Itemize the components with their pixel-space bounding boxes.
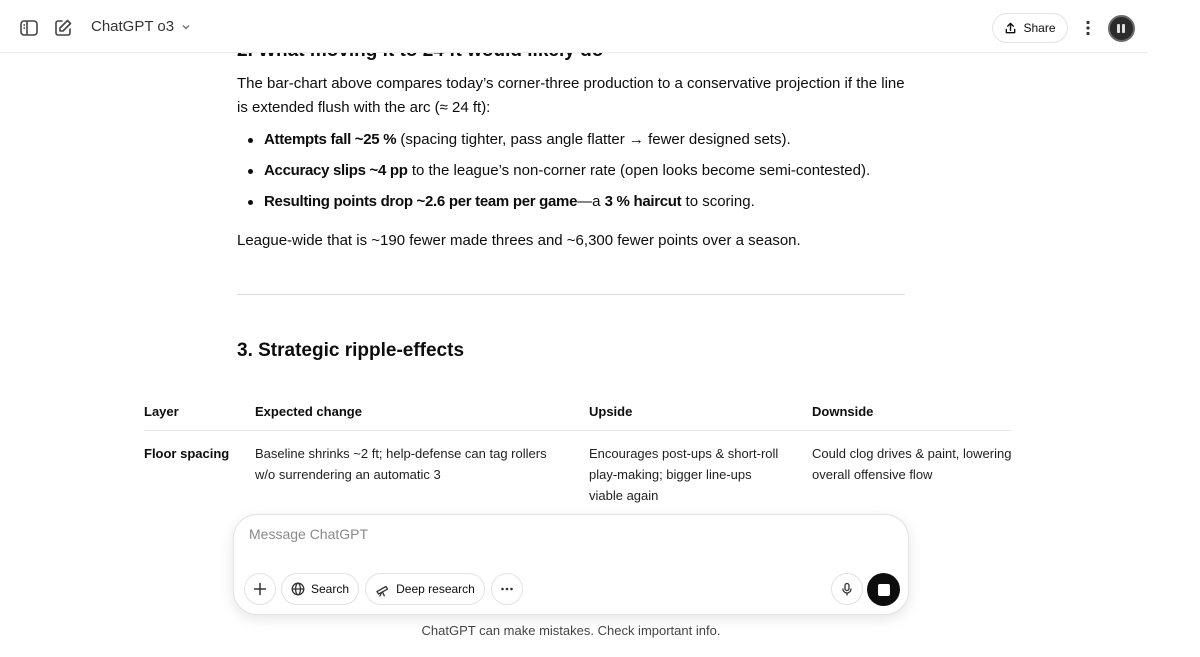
deep-research-label: Deep research: [396, 582, 475, 596]
more-tools-button[interactable]: [491, 573, 523, 605]
cell-upside: Encourages post-ups & short-roll play-making; bigger line-ups viable again: [589, 446, 779, 503]
user-avatar-icon: [1115, 22, 1128, 35]
share-button[interactable]: [992, 13, 1068, 43]
share-label: Share: [1023, 21, 1056, 35]
more-horizontal-icon: [500, 582, 514, 596]
search-button[interactable]: [281, 573, 359, 605]
column-header: Downside: [812, 404, 874, 419]
table-row: [144, 431, 1011, 521]
list-item: Accuracy slips ~4 pp to the league’s non-corner rate (open looks become semi-contested).: [246, 160, 906, 191]
list-item: Resulting points drop ~2.6 per team per game—a 3 % haircut to scoring.: [246, 191, 906, 222]
share-icon: [1004, 22, 1017, 35]
add-attachment-button[interactable]: [244, 573, 276, 605]
stop-generating-button[interactable]: [867, 573, 900, 606]
intro-paragraph: The bar-chart above compares today’s corner-three production to a conservative projection if the line is extended flush with the arc (≈ 24 ft):: [237, 75, 905, 116]
section-heading: 3. Strategic ripple-effects: [237, 340, 465, 361]
top-bar: [0, 0, 1148, 53]
cell-downside: Could clog drives & paint, lowering overall offensive flow: [812, 446, 1012, 482]
new-chat-icon[interactable]: [51, 16, 75, 40]
message-composer: [233, 514, 909, 615]
more-vertical-icon[interactable]: [1076, 16, 1100, 40]
column-header: Layer: [144, 404, 179, 419]
model-label: ChatGPT o3: [91, 18, 175, 35]
microphone-icon: [840, 582, 854, 596]
deep-research-button[interactable]: [365, 573, 485, 605]
cell-layer: Floor spacing: [144, 446, 230, 461]
sidebar-toggle-icon[interactable]: [17, 16, 41, 40]
list-item: Attempts fall ~25 % (spacing tighter, pass angle flatter → fewer designed sets).: [246, 129, 906, 160]
column-header: Expected change: [255, 404, 362, 419]
message-input[interactable]: Message ChatGPT: [249, 526, 369, 542]
summary-paragraph: League-wide that is ~190 fewer made threes and ~6,300 fewer points over a season.: [237, 232, 801, 249]
column-header: Upside: [589, 404, 633, 419]
avatar[interactable]: [1108, 15, 1135, 42]
model-selector[interactable]: [91, 18, 192, 35]
disclaimer-text: ChatGPT can make mistakes. Check important info.: [421, 623, 721, 638]
cell-change: Baseline shrinks ~2 ft; help-defense can tag rollers w/o surrendering an automatic 3: [255, 446, 547, 482]
voice-input-button[interactable]: [831, 573, 863, 605]
plus-icon: [253, 582, 267, 596]
telescope-icon: [375, 582, 390, 597]
globe-icon: [291, 582, 305, 596]
ripple-effects-table: [144, 398, 1011, 521]
bullet-list: [246, 129, 906, 222]
chevron-down-icon: [180, 21, 192, 33]
stop-icon: [878, 584, 890, 596]
table-header: [144, 398, 1011, 431]
search-label: Search: [310, 582, 350, 596]
divider: [237, 294, 905, 295]
